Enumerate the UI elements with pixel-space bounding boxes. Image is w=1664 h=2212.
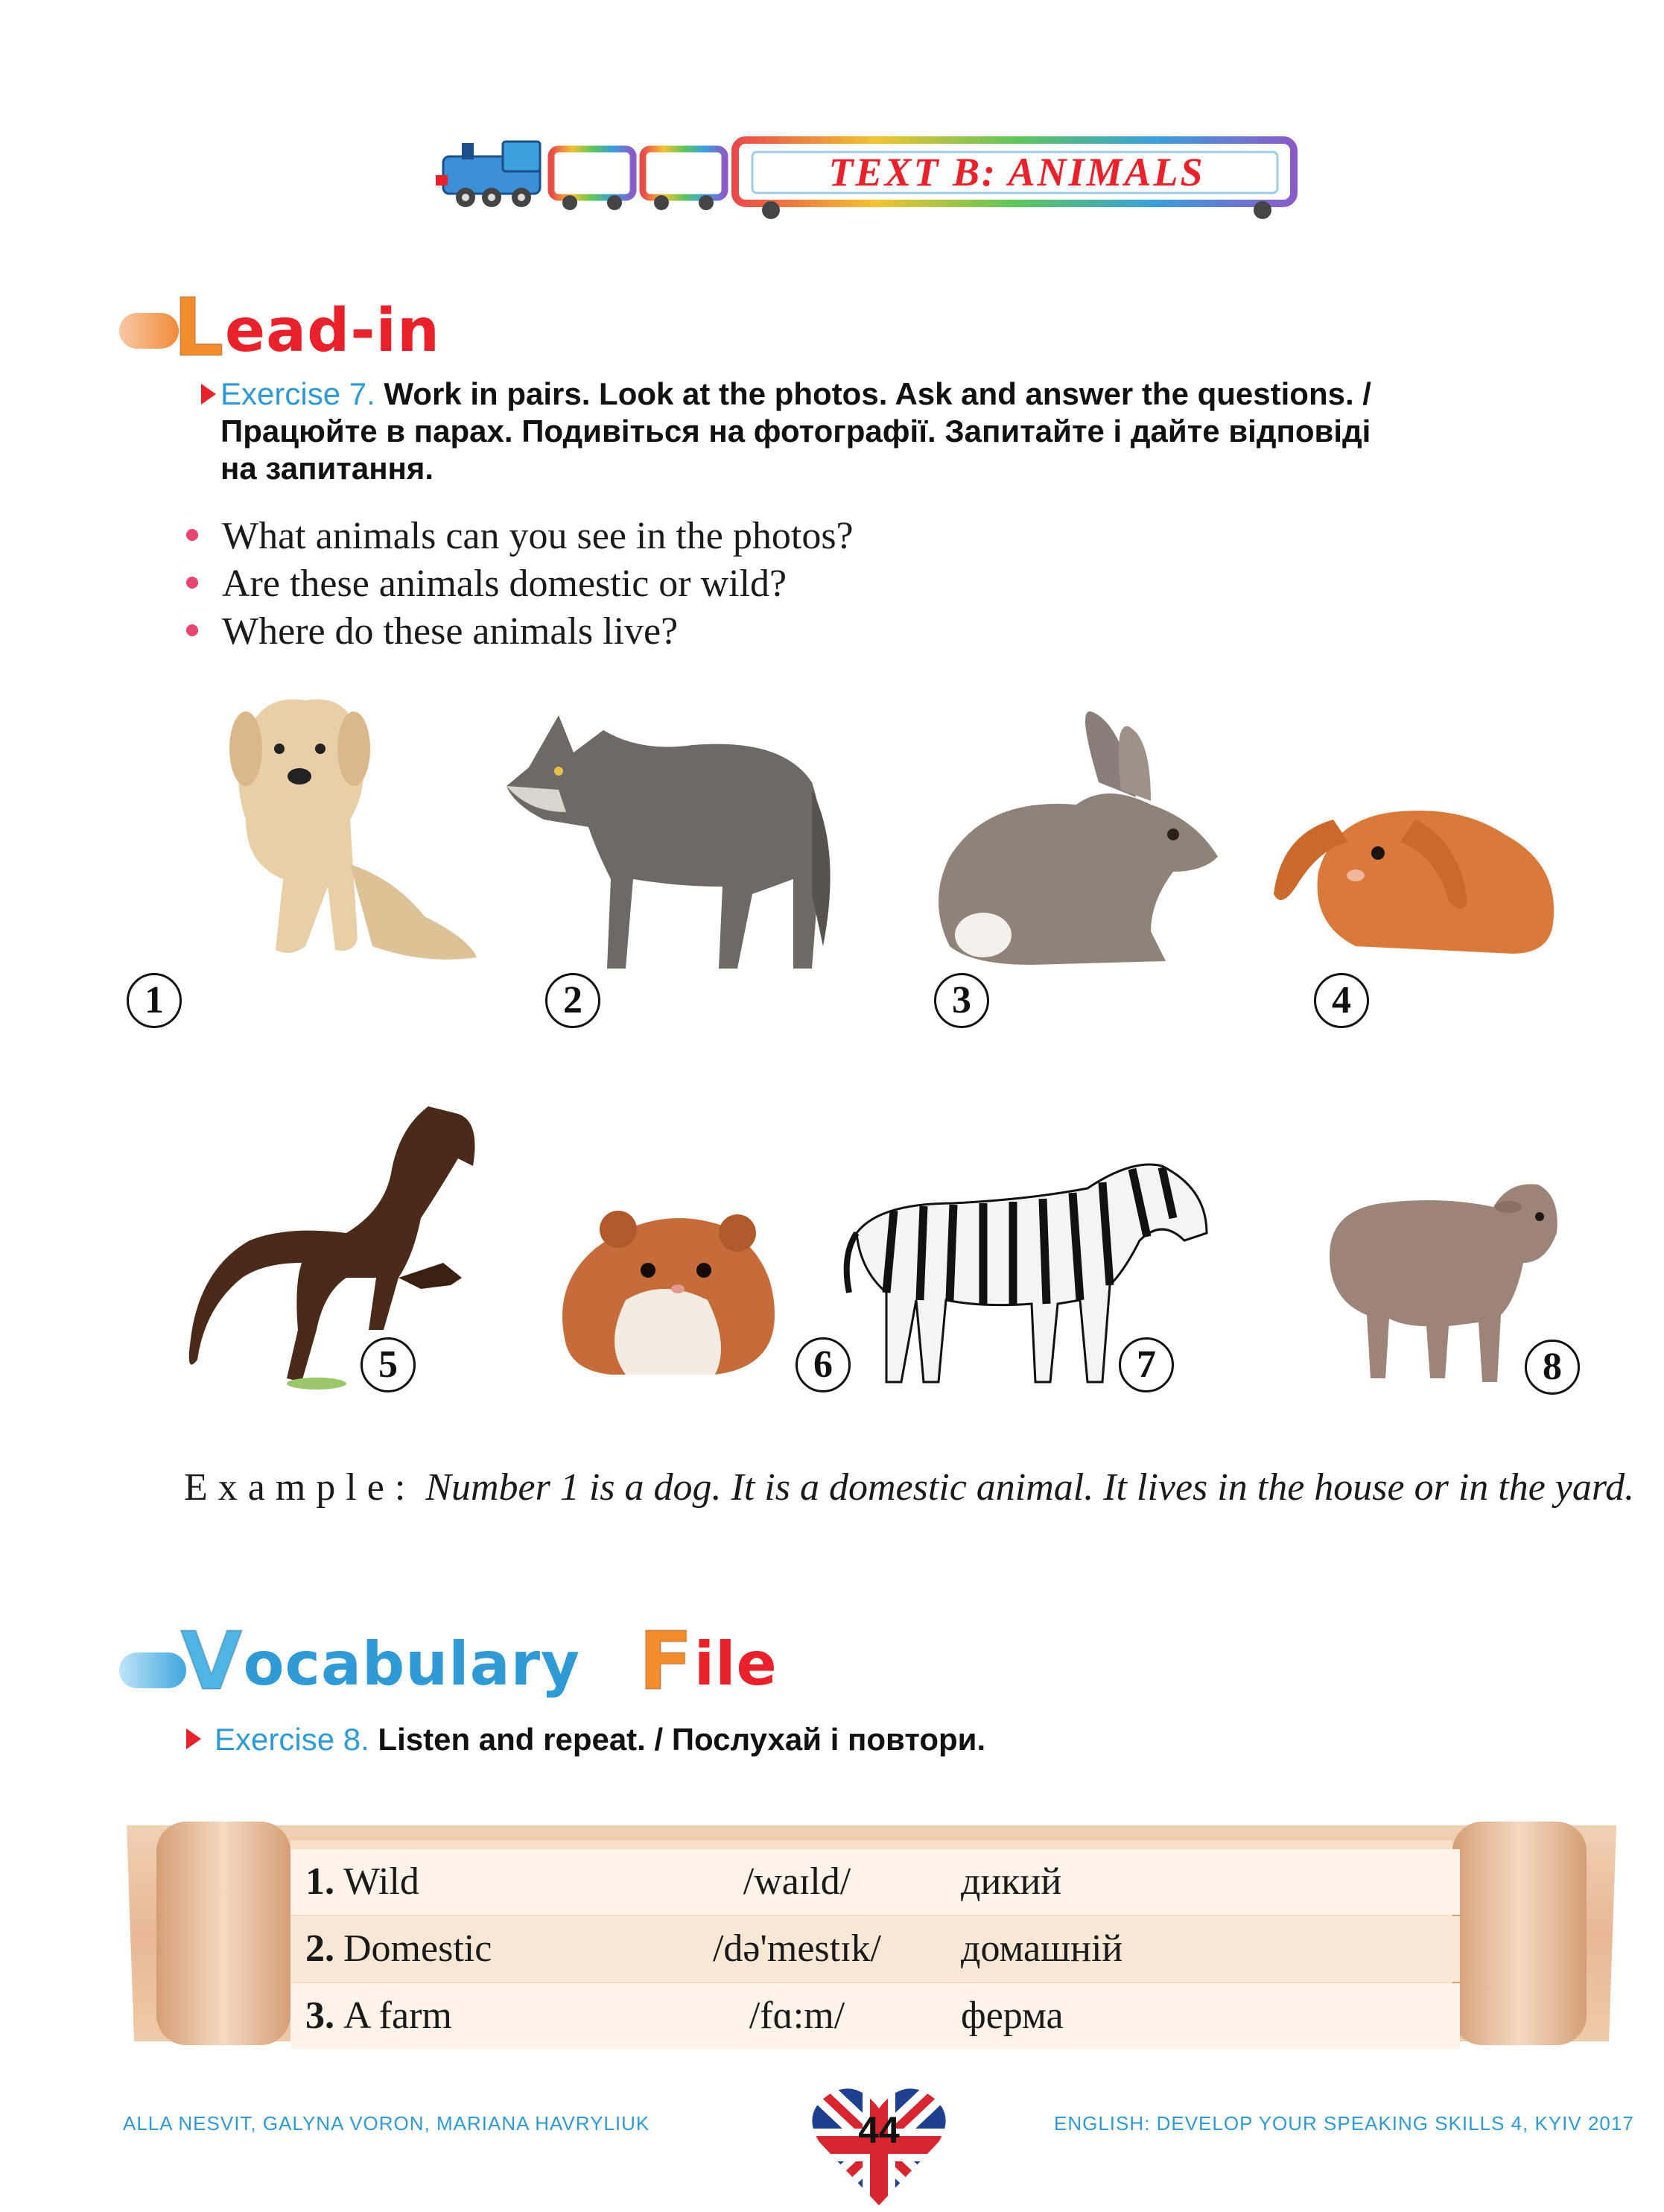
question-item <box>186 562 787 606</box>
example-label: Example: <box>184 1466 416 1509</box>
vocabulary-row <box>290 1916 1460 1982</box>
page-title: TEXT B: ANIMALS <box>828 150 1205 194</box>
exercise-7-text-line2: Працюйте в парах. Подивіться на фотографії. Запитайте і дайте відповіді <box>220 413 1371 449</box>
exercise-7-text-line3: на запитання. <box>220 451 434 486</box>
exercise-7-arrow-icon <box>201 384 216 405</box>
vocabulary-initial: V <box>180 1615 244 1708</box>
vocabulary-word-text: Domestic <box>343 1927 492 1970</box>
question-item <box>186 514 854 558</box>
horse-photo <box>175 1091 488 1389</box>
question-text: Where do these animals live? <box>222 610 679 653</box>
exercise-7-instructions <box>220 375 1636 487</box>
hare-photo <box>927 708 1225 969</box>
exercise-8-label: Exercise 8. <box>215 1722 369 1757</box>
rabbit-photo <box>1266 775 1564 961</box>
vocabulary-row <box>290 1849 1460 1915</box>
vocabulary-translation: домашній <box>961 1927 1123 1970</box>
vocabulary-file-heading <box>180 1615 778 1708</box>
question-item <box>186 609 678 653</box>
file-rest: ile <box>693 1629 778 1699</box>
vocabulary-word-text: A farm <box>343 1994 452 2037</box>
photo-number-badge: 6 <box>796 1337 851 1392</box>
footer-book-title: ENGLISH: DEVELOP YOUR SPEAKING SKILLS 4, KYIV 2017 <box>1054 2112 1634 2135</box>
example-paragraph <box>123 1464 1635 1512</box>
vocabulary-word <box>305 1916 492 1982</box>
question-text: What animals can you see in the photos? <box>222 515 854 557</box>
vocabulary-translation: ферма <box>961 1994 1064 2037</box>
vocabulary-number: 1. <box>305 1860 334 1903</box>
vocabulary-word <box>305 1849 419 1915</box>
vocabulary-translation: дикий <box>961 1860 1062 1903</box>
question-text: Are these animals domestic or wild? <box>222 562 787 605</box>
wagon-icon <box>551 149 633 210</box>
photo-number-badge: 8 <box>1525 1340 1580 1395</box>
photo-number-badge: 5 <box>361 1337 416 1392</box>
bullet-icon <box>186 529 198 541</box>
example-text: Number 1 is a dog. It is a domestic animal. It lives in the house or in the yard. <box>425 1466 1635 1509</box>
exercise-8-instructions <box>215 1721 1555 1758</box>
lead-in-heading <box>173 282 440 375</box>
bullet-icon <box>186 577 198 589</box>
lead-in-heading-pill <box>119 313 179 349</box>
wagon-icon <box>643 149 725 210</box>
vocabulary-row <box>290 1983 1460 2049</box>
photo-number-badge: 4 <box>1314 973 1369 1028</box>
photo-number-badge: 3 <box>934 973 989 1028</box>
photo-number-badge: 2 <box>545 973 600 1028</box>
vocabulary-word <box>305 1983 452 2049</box>
exercise-7-label: Exercise 7. <box>220 376 375 411</box>
page-number: 44 <box>858 2109 900 2151</box>
lead-in-initial: L <box>173 282 225 375</box>
vocabulary-number: 2. <box>305 1927 334 1970</box>
vocabulary-rest: ocabulary <box>243 1629 581 1699</box>
exercise-8-arrow-icon <box>186 1728 201 1749</box>
exercise-8-text: Listen and repeat. / Послухай і повтори. <box>378 1722 986 1757</box>
vocabulary-transcription: /waɪld/ <box>743 1860 851 1903</box>
footer-authors: ALLA NESVIT, GALYNA VORON, MARIANA HAVRYLIUK <box>123 2112 650 2135</box>
vocabulary-word-text: Wild <box>343 1860 419 1903</box>
vocabulary-transcription: /fɑ:m/ <box>749 1994 845 2037</box>
vocabulary-transcription: /də'mestɪk/ <box>712 1927 881 1970</box>
dog-photo <box>201 693 484 976</box>
vocabulary-heading-pill <box>119 1652 186 1688</box>
lead-in-rest: ead-in <box>224 296 440 365</box>
vocabulary-number: 3. <box>305 1994 334 2037</box>
photo-number-badge: 1 <box>127 973 182 1028</box>
exercise-7-text-line1: Work in pairs. Look at the photos. Ask and answer the questions. / <box>384 376 1371 411</box>
locomotive-icon <box>436 142 540 207</box>
photo-number-badge: 7 <box>1119 1337 1174 1392</box>
hamster-photo <box>551 1196 782 1382</box>
file-initial: F <box>638 1615 694 1708</box>
bullet-icon <box>186 624 198 636</box>
wolf-photo <box>499 700 834 983</box>
